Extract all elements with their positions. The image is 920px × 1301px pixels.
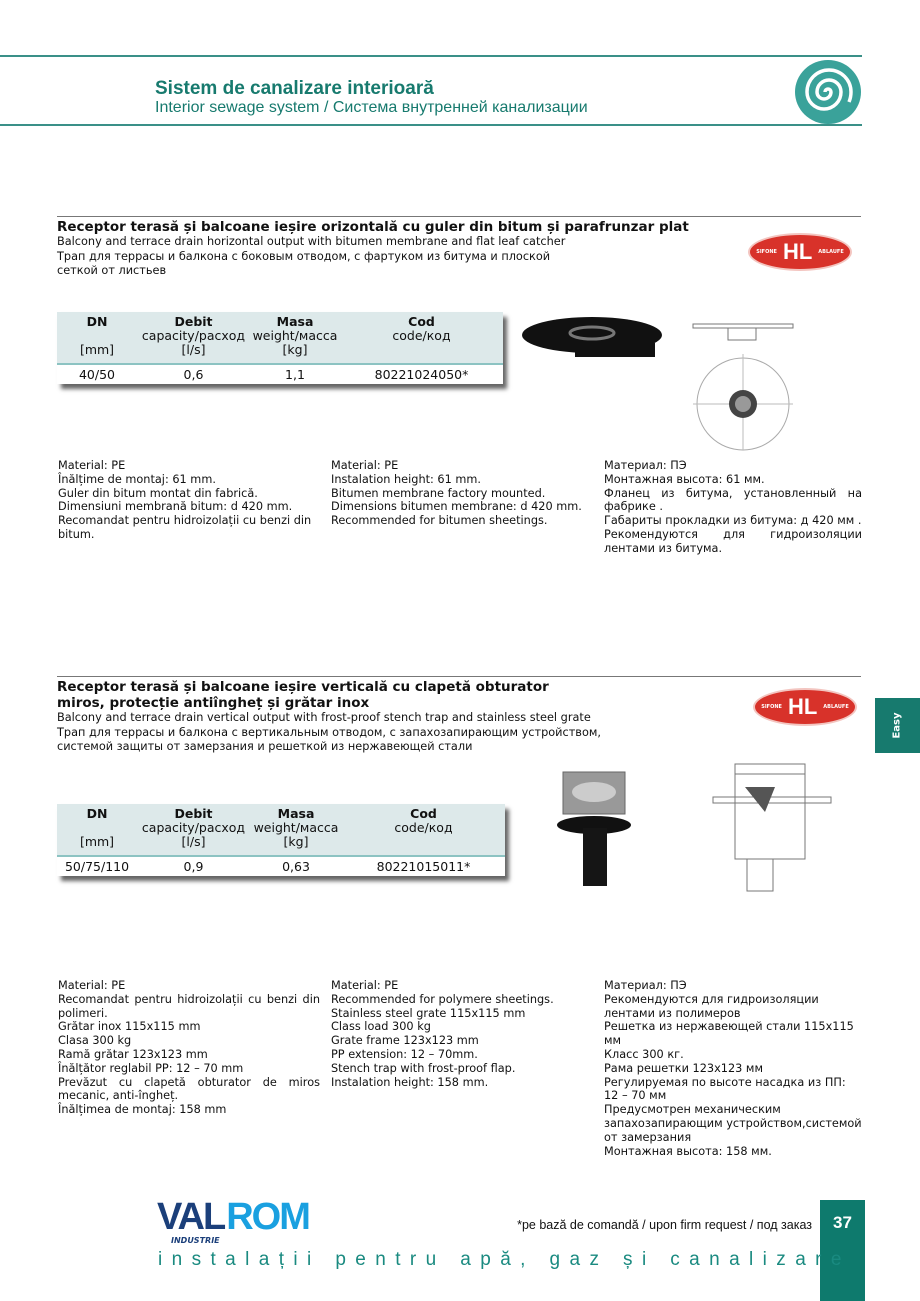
product-2-desc-ro: Material: PE Recomandat pentru hidroizolații cu benzi din polimeri. Grătar inox 115x115 mm Clasa 300 kg Ramă grătar 123x123 mm Înălțător reglabil PP: 12 – 70 mm Prevăzut cu clapetă obturator de miros mecanic, anti-îngheț. Înălțimea de montaj: 158 mm <box>58 979 320 1117</box>
page-title: Sistem de canalizare interioară <box>155 78 434 99</box>
hl-brand-badge: SIFONE HL ABLAUFE <box>748 233 852 271</box>
header-bottom-rule <box>0 124 862 126</box>
spiral-logo-icon <box>794 59 862 125</box>
product-1-desc-ro: Material: PE Înălțime de montaj: 61 mm. Guler din bitum montat din fabrică. Dimensiuni membrană bitum: d 420 mm. Recomandat pentru hidroizolații cu benzi din bitum. <box>58 459 312 541</box>
order-note: *pe bază de comandă / upon firm request / под заказ <box>517 1218 812 1232</box>
drain-product-photo <box>520 315 665 365</box>
section-rule <box>57 676 861 677</box>
side-tab-easy[interactable]: Easy <box>875 698 920 753</box>
table-row: 50/75/110 0,9 0,63 80221015011* <box>57 856 505 876</box>
drain-technical-drawing <box>688 316 798 452</box>
product-2-table: DN [mm] Debit capacity/расход [l/s] Masa weight/масса [kg] Cod code/код 50/75/110 0,9 0,63 80221015011* <box>57 804 505 876</box>
product-2-desc-ru: Материал: ПЭ Рекомендуются для гидроизоляции лентами из полимеров Решетка из нержавеющей стали 115x115 мм Класс 300 кг. Рама решетки 123x123 мм Регулируемая по высоте насадка из ПП: 12 – 70 мм Предусмотрен механическим запахозапирающим устройством,системой от замерзания Монтажная высота: 158 мм. <box>604 979 862 1158</box>
logo-val-text: VAL <box>157 1196 225 1238</box>
product-1-table: DN [mm] Debit capacity/расход [l/s] Masa weight/масса [kg] Cod code/код 40/50 0,6 1,1 80221024050* <box>57 312 503 384</box>
hl-brand-badge: SIFONE HL ABLAUFE <box>753 688 857 726</box>
product-1-desc-en: Material: PE Instalation height: 61 mm. Bitumen membrane factory mounted. Dimensions bitumen membrane: d 420 mm. Recommended for bitumen sheetings. <box>331 459 582 528</box>
header-top-rule <box>0 55 862 57</box>
product-1-heading: Receptor terasă și balcoane ieșire orizontală cu guler din bitum și parafrunzar plat Balcony and terrace drain horizontal output with bitumen membrane and flat leaf catcher Трап для террасы и балкона с боковым отводом, с фартуком из битума и плоской сеткой от листьев <box>57 219 689 277</box>
logo-industrie-text: INDUSTRIE <box>171 1236 220 1245</box>
vertical-drain-photo <box>555 770 633 888</box>
product-2-heading: Receptor terasă și balcoane ieșire verticală cu clapetă obturator miros, protecție antiîngheț și grătar inox Balcony and terrace drain vertical output with frost-proof stench trap and stainless steel grate Трап для террасы и балкона с вертикальным отводом, с запахозапирающим устройством, системой защиты от замерзания и решеткой из нержавеющей стали <box>57 679 601 753</box>
logo-rom-text: ROM <box>226 1196 309 1238</box>
valrom-logo <box>157 1198 327 1248</box>
table-row: 40/50 0,6 1,1 80221024050* <box>57 364 503 384</box>
vertical-drain-technical-drawing <box>705 752 837 894</box>
footer-tagline: instalații pentru apă, gaz și canalizare <box>158 1249 851 1270</box>
section-rule <box>57 216 861 217</box>
page-number: 37 <box>820 1200 865 1301</box>
product-2-desc-en: Material: PE Recommended for polymere sheetings. Stainless steel grate 115x115 mm Class load 300 kg Grate frame 123x123 mm PP extension: 12 – 70mm. Stench trap with frost-proof flap. Instalation height: 158 mm. <box>331 979 554 1089</box>
page-subtitle: Interior sewage system / Система внутренней канализации <box>155 99 588 116</box>
product-1-desc-ru: Материал: ПЭ Монтажная высота: 61 мм. Фланец из битума, установленный на фабрике . Габариты прокладки из битума: д 420 мм . Рекомендуются для гидроизоляции лентами из битума. <box>604 459 862 555</box>
